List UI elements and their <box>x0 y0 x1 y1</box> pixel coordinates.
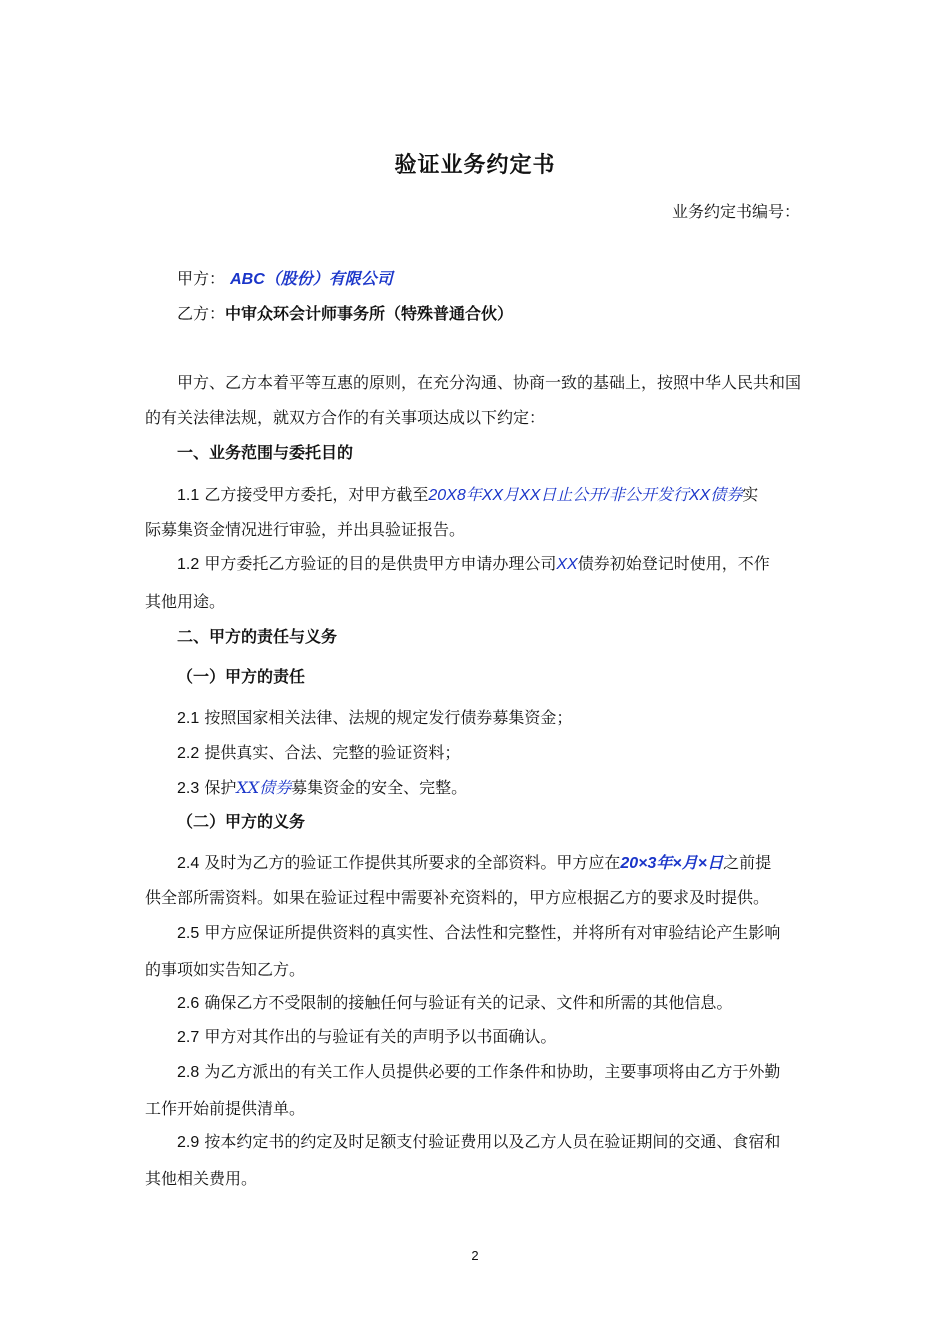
party-b-label: 乙方： <box>177 304 226 323</box>
paragraph-2-5 <box>177 921 810 946</box>
intro-line-2: 的有关法律法规，就双方合作的有关事项达成以下约定： <box>145 408 546 427</box>
clause-text: 债券初始登记时使用，不作 <box>577 554 770 573</box>
clause-number: 2.5 <box>177 925 200 942</box>
intro-line-1: 甲方、乙方本着平等互惠的原则，在充分沟通、协商一致的基础上，按照中华人民共和国 <box>177 373 802 392</box>
clause-text: 甲方应保证所提供资料的真实性、合法性和完整性，并将所有对审验结论产生影响 <box>204 923 781 942</box>
clause-text: 提供真实、合法、完整的验证资料； <box>204 743 461 762</box>
paragraph-2-3 <box>177 776 810 801</box>
clause-number: 1.1 <box>177 487 200 504</box>
subsection-obligations: （二）甲方的义务 <box>177 812 306 831</box>
paragraph-2-5-cont: 的事项如实告知乙方。 <box>145 960 306 979</box>
section2-heading: 二、甲方的责任与义务 <box>177 627 338 646</box>
paragraph-1-1-cont: 际募集资金情况进行审验，并出具验证报告。 <box>145 520 466 539</box>
paragraph-2-6 <box>177 991 810 1016</box>
clause-number: 2.6 <box>177 995 200 1012</box>
clause-text: 为乙方派出的有关工作人员提供必要的工作条件和协助，主要事项将由乙方于外勤 <box>204 1062 781 1081</box>
clause-number: 2.9 <box>177 1134 200 1151</box>
highlight-text: 20×3年×月×日 <box>620 855 724 872</box>
clause-text: 甲方委托乙方验证的目的是供贵甲方申请办理公司 <box>204 554 557 573</box>
clause-number: 2.4 <box>177 855 200 872</box>
paragraph-2-9-cont: 其他相关费用。 <box>145 1169 258 1188</box>
paragraph-2-4-cont: 供全部所需资料。如果在验证过程中需要补充资料的，甲方应根据乙方的要求及时提供。 <box>145 888 770 907</box>
paragraph-2-1 <box>177 706 810 731</box>
highlight-text: 20X8年XX月XX日止公开/非公开发行XX债券 <box>428 487 743 504</box>
paragraph-2-4 <box>177 851 810 876</box>
clause-text: 之前提 <box>723 853 772 872</box>
page-number: 2 <box>471 1248 479 1263</box>
clause-number: 1.2 <box>177 556 200 573</box>
clause-text: 及时为乙方的验证工作提供其所要求的全部资料。甲方应在 <box>204 853 621 872</box>
subsection-responsibilities: （一）甲方的责任 <box>177 667 306 686</box>
highlight-text: XX <box>556 556 578 573</box>
clause-text: 按照国家相关法律、法规的规定发行债券募集资金； <box>204 708 573 727</box>
clause-text: 确保乙方不受限制的接触任何与验证有关的记录、文件和所需的其他信息。 <box>204 993 733 1012</box>
clause-text: 按本约定书的约定及时足额支付验证费用以及乙方人员在验证期间的交通、食宿和 <box>204 1132 781 1151</box>
clause-text: 甲方对其作出的与验证有关的声明予以书面确认。 <box>204 1027 557 1046</box>
clause-text: 乙方接受甲方委托，对甲方截至 <box>204 485 429 504</box>
paragraph-2-7 <box>177 1025 810 1050</box>
clause-number: 2.3 <box>177 780 200 797</box>
page-title: 验证业务约定书 <box>394 153 556 178</box>
clause-text: 募集资金的安全、完整。 <box>291 778 468 797</box>
paragraph-2-9 <box>177 1130 810 1155</box>
party-b <box>177 302 810 326</box>
section1-heading: 一、业务范围与委托目的 <box>177 443 354 462</box>
party-b-name: 中审众环会计师事务所（特殊普通合伙） <box>225 304 514 323</box>
paragraph-1-1 <box>177 483 810 508</box>
party-a-name: ABC（股份）有限公司 <box>230 271 393 288</box>
paragraph-1-2 <box>177 552 810 577</box>
paragraph-1-2-cont: 其他用途。 <box>145 592 226 611</box>
paragraph-2-8 <box>177 1060 810 1085</box>
clause-number: 2.2 <box>177 745 200 762</box>
highlight-text: XX债券 <box>236 778 292 797</box>
clause-number: 2.8 <box>177 1064 200 1081</box>
clause-text: 实 <box>742 485 759 504</box>
paragraph-2-2 <box>177 741 810 766</box>
contract-number-label: 业务约定书编号： <box>671 202 800 221</box>
party-a-label: 甲方： <box>177 269 226 288</box>
paragraph-2-8-cont: 工作开始前提供清单。 <box>145 1099 306 1118</box>
party-a <box>177 267 810 292</box>
clause-number: 2.1 <box>177 710 200 727</box>
clause-number: 2.7 <box>177 1029 200 1046</box>
clause-text: 保护 <box>204 778 237 797</box>
